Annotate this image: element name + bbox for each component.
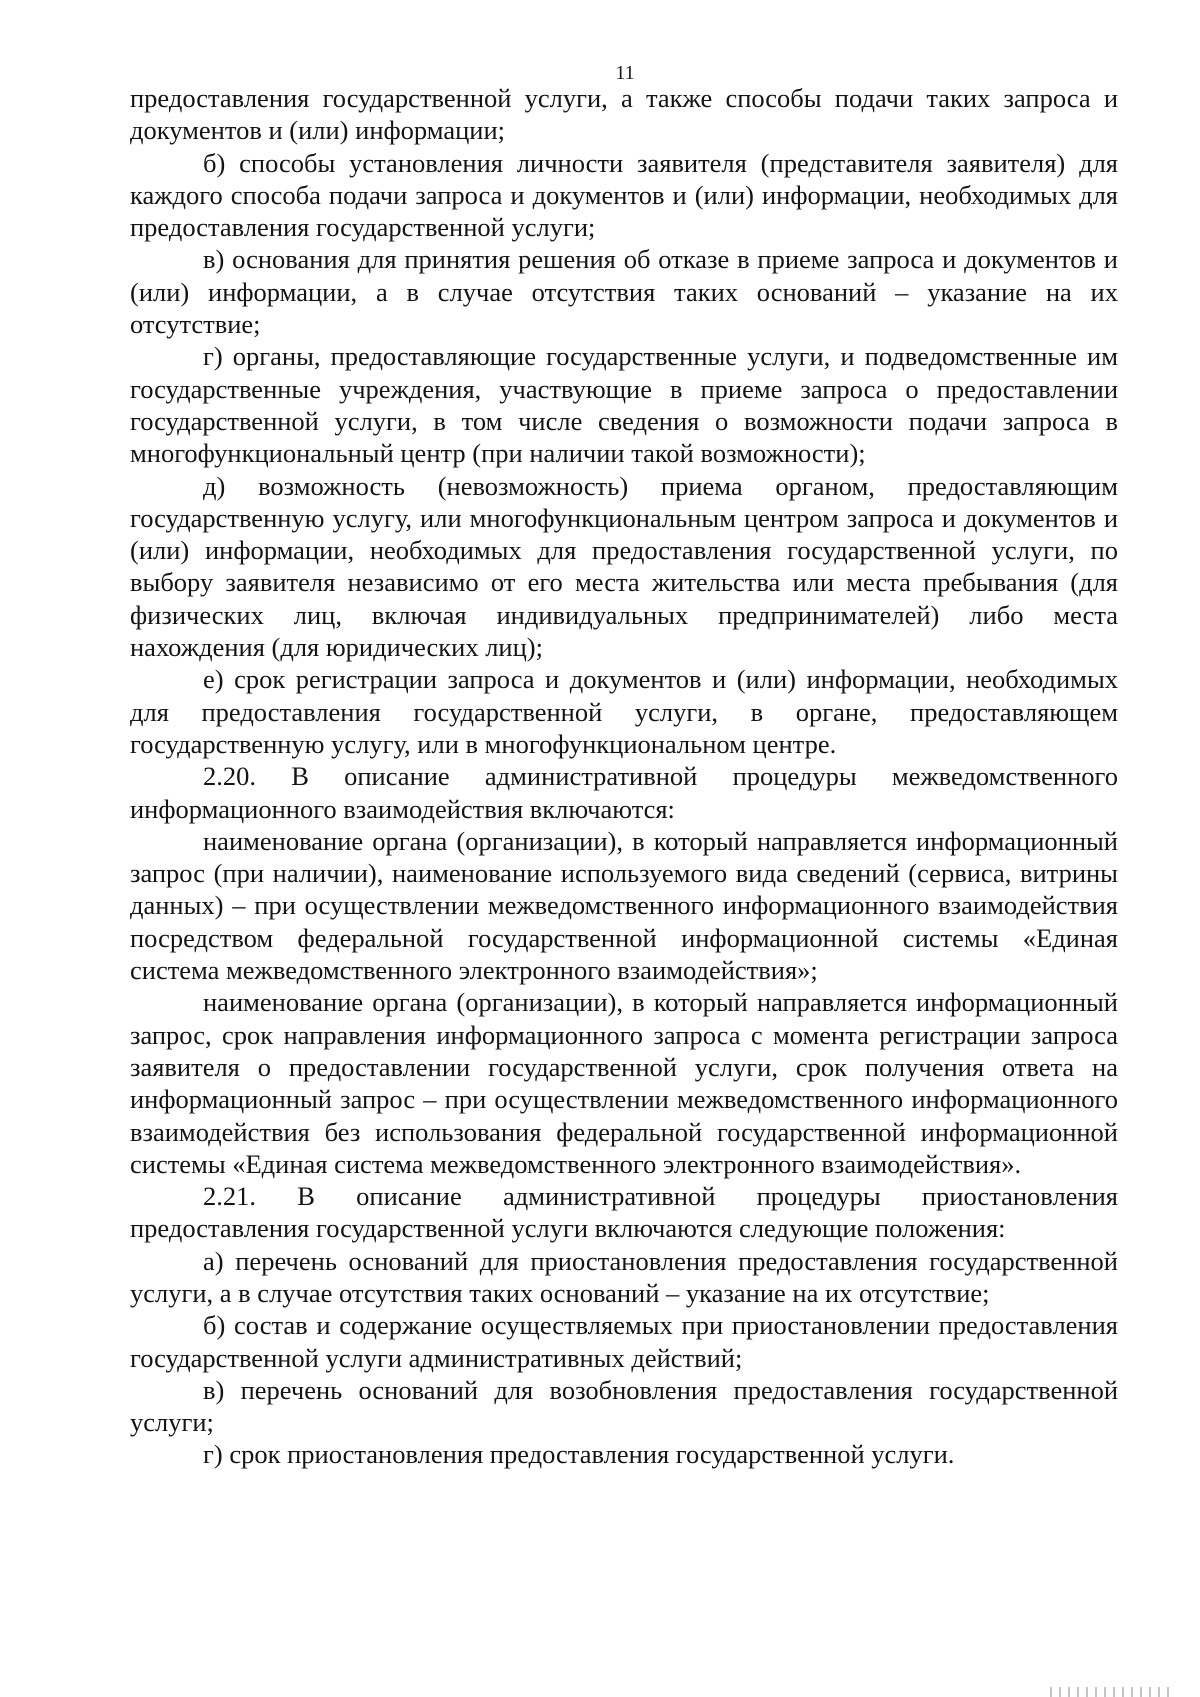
paragraph-2-21-item-v: в) перечень оснований для возобновления предоставления государственной услуги; [130, 1374, 1118, 1438]
paragraph-item-e: е) срок регистрации запроса и документов и (или) информации, необходимых для предоставления государственной услуги, в органе, предоставляющем государственную услугу, или в многофункциональном центре. [130, 664, 1118, 759]
paragraph-2-20-item-1: наименование органа (организации), в который направляется информационный запрос (при наличии), наименование используемого вида сведений (сервиса, витрины данных) – при осуществлении межведомственного информационного взаимодействия посредством федеральной государственной информационной системы «Единая система межведомственного электронного взаимодействия»; [130, 825, 1118, 986]
paragraph-item-g: г) органы, предоставляющие государственные услуги, и подведомственные им государственные учреждения, участвующие в приеме запроса о предоставлении государственной услуги, в том числе сведения о возможности подачи запроса в многофункциональный центр (при наличии такой возможности); [130, 341, 1118, 469]
scan-artifact [1050, 1687, 1170, 1697]
paragraph-2-21-item-b: б) состав и содержание осуществляемых при приостановлении предоставления государственной услуги административных действий; [130, 1310, 1118, 1373]
paragraph-2-21-item-a: а) перечень оснований для приостановления предоставления государственной услуги, а в случае отсутствия таких оснований – указание на их отсутствие; [130, 1245, 1118, 1308]
paragraph-item-d: д) возможность (невозможность) приема органом, предоставляющим государственную услугу, или многофункциональным центром запроса и документов и (или) информации, необходимых для предоставления государственной услуги, по выбору заявителя независимо от его места жительства или места пребывания (для физических лиц, включая индивидуальных предпринимателей) либо места нахождения (для юридических лиц); [130, 470, 1118, 663]
paragraph-item-b: б) способы установления личности заявителя (представителя заявителя) для каждого способа подачи запроса и документов и (или) информации, необходимых для предоставления государственной услуги; [130, 147, 1118, 243]
document-body [130, 82, 1118, 1471]
paragraph-item-v: в) основания для принятия решения об отказе в приеме запроса и документов и (или) информации, а в случае отсутствия таких оснований – указание на их отсутствие; [130, 244, 1118, 340]
paragraph-continuation: предоставления государственной услуги, а также способы подачи таких запроса и документов и (или) информации; [130, 83, 1118, 146]
paragraph-section-2-21: 2.21. В описание административной процедуры приостановления предоставления государственной услуги включаются следующие положения: [130, 1181, 1118, 1244]
paragraph-2-20-item-2: наименование органа (организации), в который направляется информационный запрос, срок направления информационного запроса с момента регистрации запроса заявителя о предоставлении государственной услуги, срок получения ответа на информационный запрос – при осуществлении межведомственного информационного взаимодействия без использования федеральной государственной информационной системы «Единая система межведомственного электронного взаимодействия». [130, 987, 1118, 1179]
page-number: 11 [615, 62, 635, 84]
paragraph-2-21-item-g: г) срок приостановления предоставления государственной услуги. [203, 1439, 955, 1470]
paragraph-section-2-20: 2.20. В описание административной процедуры межведомственного информационного взаимодействия включаются: [130, 761, 1118, 824]
